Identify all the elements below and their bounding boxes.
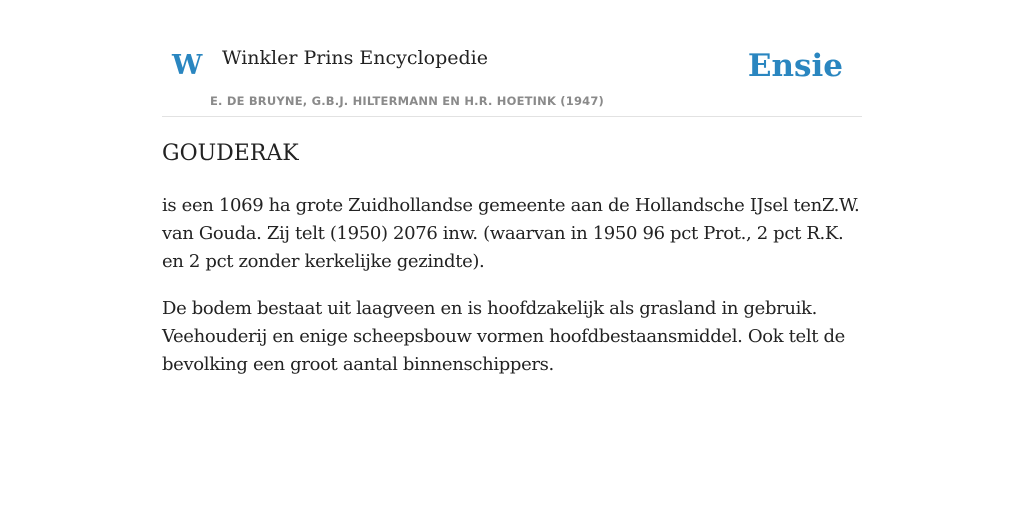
article-paragraph: is een 1069 ha grote Zuidhollandse gemeente aan de Hollandsche IJsel tenZ.W. van Gouda. Zij telt (1950) 2076 inw. (waarvan in 1950 96 pct Prot., 2 pct R.K. en 2 pct zonder kerkelijke gezindte).	[162, 195, 860, 272]
source-title-link[interactable]: Winkler Prins Encyclopedie	[222, 47, 488, 69]
article-paragraph: De bodem bestaat uit laagveen en is hoofdzakelijk als grasland in gebruik. Veehouderij en enige scheepsbouw vormen hoofdbestaansmiddel. Ook telt de bevolking een groot aantal binnenschippers.	[162, 298, 845, 375]
ensie-logo[interactable]: Ensie	[747, 48, 843, 84]
article-title: GOUDERAK	[162, 141, 299, 166]
source-authors: E. DE BRUYNE, G.B.J. HILTERMANN EN H.R. HOETINK (1947)	[210, 94, 605, 108]
source-header	[162, 40, 862, 117]
article-body	[162, 192, 862, 398]
source-logo-icon[interactable]: W	[172, 50, 203, 81]
